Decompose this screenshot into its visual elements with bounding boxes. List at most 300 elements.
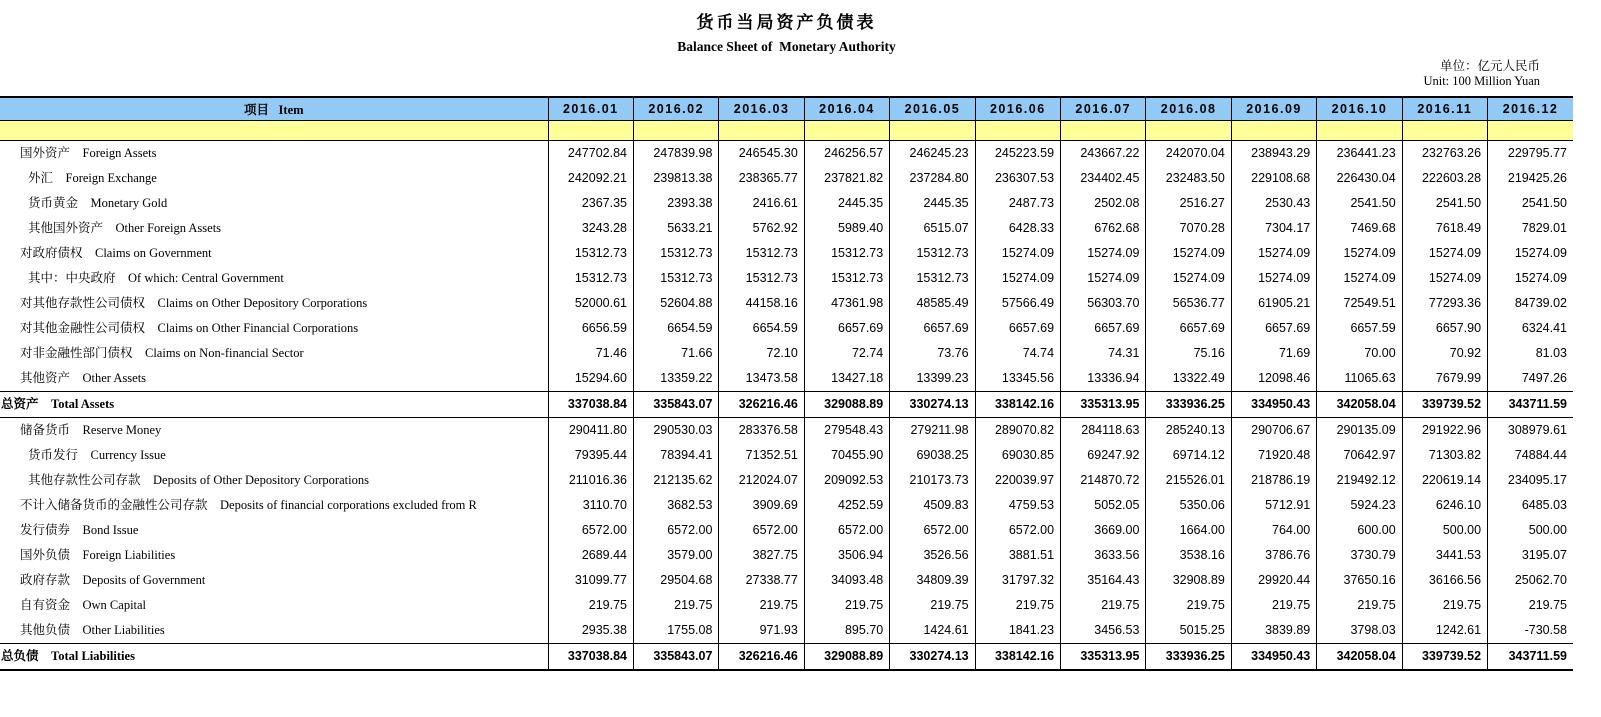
row-label	[0, 140, 548, 166]
value-cell: 44158.16	[719, 291, 804, 316]
value-cell: 81.03	[1488, 341, 1573, 366]
value-cell: 56536.77	[1146, 291, 1231, 316]
value-cell: 70.00	[1317, 341, 1402, 366]
value-cell: 15312.73	[634, 241, 719, 266]
value-cell: 15274.09	[1146, 241, 1231, 266]
row-label-zh: 自有资金	[20, 597, 71, 612]
table-row	[0, 216, 1573, 241]
value-cell: 13345.56	[975, 366, 1060, 392]
table-row	[0, 316, 1573, 341]
value-cell: 4509.83	[890, 493, 975, 518]
value-cell: 330274.13	[890, 391, 975, 417]
table-row	[0, 443, 1573, 468]
value-cell: 15274.09	[1061, 266, 1146, 291]
row-label	[0, 593, 548, 618]
value-cell: 1424.61	[890, 618, 975, 644]
value-cell: 215526.01	[1146, 468, 1231, 493]
value-cell: 6657.69	[1231, 316, 1316, 341]
yellow-band-cell	[1231, 120, 1316, 140]
value-cell: 335843.07	[634, 643, 719, 670]
value-cell: 219.75	[1488, 593, 1573, 618]
value-cell: 6324.41	[1488, 316, 1573, 341]
value-cell: 15274.09	[1402, 241, 1487, 266]
value-cell: 6654.59	[719, 316, 804, 341]
table-row	[0, 543, 1573, 568]
value-cell: 2502.08	[1061, 191, 1146, 216]
column-header: 2016.03	[719, 97, 804, 120]
value-cell: 326216.46	[719, 391, 804, 417]
value-cell: 3633.56	[1061, 543, 1146, 568]
value-cell: 6657.69	[975, 316, 1060, 341]
table-row	[0, 468, 1573, 493]
row-label-zh: 不计入储备货币的金融性公司存款	[20, 497, 208, 512]
yellow-band-cell	[548, 120, 633, 140]
table-row	[0, 341, 1573, 366]
value-cell: 219.75	[890, 593, 975, 618]
column-header: 2016.07	[1061, 97, 1146, 120]
column-header: 2016.12	[1488, 97, 1573, 120]
value-cell: 70.92	[1402, 341, 1487, 366]
value-cell: 290135.09	[1317, 417, 1402, 443]
row-label-en: Bond Issue	[82, 522, 139, 537]
value-cell: 212024.07	[719, 468, 804, 493]
value-cell: 338142.16	[975, 643, 1060, 670]
value-cell: 7070.28	[1146, 216, 1231, 241]
row-label-en: Claims on Government	[95, 245, 212, 260]
value-cell: 6246.10	[1402, 493, 1487, 518]
value-cell: 3243.28	[548, 216, 633, 241]
row-label-en: Monetary Gold	[90, 195, 168, 210]
value-cell: 3526.56	[890, 543, 975, 568]
value-cell: 7469.68	[1317, 216, 1402, 241]
row-label-en: Own Capital	[82, 597, 147, 612]
row-label-zh: 发行债券	[20, 522, 71, 537]
value-cell: 284118.63	[1061, 417, 1146, 443]
value-cell: 342058.04	[1317, 391, 1402, 417]
value-cell: 15274.09	[1061, 241, 1146, 266]
value-cell: 237821.82	[804, 166, 889, 191]
value-cell: 285240.13	[1146, 417, 1231, 443]
value-cell: 71.66	[634, 341, 719, 366]
yellow-band-cell	[1317, 120, 1402, 140]
value-cell: 290706.67	[1231, 417, 1316, 443]
yellow-band-cell	[975, 120, 1060, 140]
value-cell: 15274.09	[975, 241, 1060, 266]
column-header: 2016.10	[1317, 97, 1402, 120]
value-cell: 238365.77	[719, 166, 804, 191]
value-cell: 337038.84	[548, 643, 633, 670]
value-cell: 32908.89	[1146, 568, 1231, 593]
row-label-en: Foreign Assets	[82, 145, 157, 160]
value-cell: 71.69	[1231, 341, 1316, 366]
value-cell: 56303.70	[1061, 291, 1146, 316]
value-cell: 3579.00	[634, 543, 719, 568]
value-cell: 232483.50	[1146, 166, 1231, 191]
value-cell: 15312.73	[548, 266, 633, 291]
value-cell: 48585.49	[890, 291, 975, 316]
value-cell: 72.10	[719, 341, 804, 366]
value-cell: 5350.06	[1146, 493, 1231, 518]
value-cell: 69714.12	[1146, 443, 1231, 468]
value-cell: 74.31	[1061, 341, 1146, 366]
value-cell: 7618.49	[1402, 216, 1487, 241]
value-cell: 2393.38	[634, 191, 719, 216]
value-cell: 52604.88	[634, 291, 719, 316]
value-cell: 6572.00	[975, 518, 1060, 543]
value-cell: 69030.85	[975, 443, 1060, 468]
value-cell: 212135.62	[634, 468, 719, 493]
value-cell: 279548.43	[804, 417, 889, 443]
value-cell: 279211.98	[890, 417, 975, 443]
value-cell: 79395.44	[548, 443, 633, 468]
table-body	[0, 140, 1573, 670]
value-cell: 242070.04	[1146, 140, 1231, 166]
value-cell: 219.75	[804, 593, 889, 618]
row-label	[0, 543, 548, 568]
value-cell: 247702.84	[548, 140, 633, 166]
value-cell: 5989.40	[804, 216, 889, 241]
value-cell: 2367.35	[548, 191, 633, 216]
row-label-zh: 其中：中央政府	[28, 270, 116, 285]
column-header: 2016.02	[634, 97, 719, 120]
value-cell: 3110.70	[548, 493, 633, 518]
value-cell: 334950.43	[1231, 643, 1316, 670]
row-label-zh: 外汇	[28, 170, 54, 185]
value-cell: 6657.69	[890, 316, 975, 341]
row-label	[0, 391, 548, 417]
row-label-en: Total Liabilities	[51, 648, 135, 663]
row-label	[0, 443, 548, 468]
value-cell: 3730.79	[1317, 543, 1402, 568]
value-cell: 342058.04	[1317, 643, 1402, 670]
value-cell: 70642.97	[1317, 443, 1402, 468]
value-cell: 6656.59	[548, 316, 633, 341]
value-cell: 13359.22	[634, 366, 719, 392]
table-row	[0, 291, 1573, 316]
value-cell: 5015.25	[1146, 618, 1231, 644]
value-cell: 245223.59	[975, 140, 1060, 166]
row-label-zh: 对其他金融性公司债权	[20, 320, 146, 335]
value-cell: 1664.00	[1146, 518, 1231, 543]
table-row	[0, 593, 1573, 618]
value-cell: 12098.46	[1231, 366, 1316, 392]
value-cell: 13473.58	[719, 366, 804, 392]
value-cell: 15274.09	[1402, 266, 1487, 291]
value-cell: 2689.44	[548, 543, 633, 568]
row-label-zh: 货币黄金	[28, 195, 79, 210]
yellow-band-cell	[1146, 120, 1231, 140]
row-label-zh: 其他国外资产	[28, 220, 104, 235]
value-cell: 2530.43	[1231, 191, 1316, 216]
value-cell: 71.46	[548, 341, 633, 366]
row-label-zh: 其他资产	[20, 370, 71, 385]
value-cell: 15274.09	[1146, 266, 1231, 291]
value-cell: 6572.00	[548, 518, 633, 543]
row-label-zh: 对政府债权	[20, 245, 83, 260]
value-cell: 3195.07	[1488, 543, 1573, 568]
value-cell: 222603.28	[1402, 166, 1487, 191]
value-cell: 1242.61	[1402, 618, 1487, 644]
table-row	[0, 643, 1573, 670]
value-cell: 5052.05	[1061, 493, 1146, 518]
row-label-zh: 政府存款	[20, 572, 71, 587]
value-cell: 2445.35	[890, 191, 975, 216]
row-label-zh: 对非金融性部门债权	[20, 345, 133, 360]
value-cell: 3456.53	[1061, 618, 1146, 644]
value-cell: 283376.58	[719, 417, 804, 443]
value-cell: 5762.92	[719, 216, 804, 241]
value-cell: 3839.89	[1231, 618, 1316, 644]
table-row	[0, 518, 1573, 543]
row-label-zh: 国外负债	[20, 547, 71, 562]
value-cell: 247839.98	[634, 140, 719, 166]
value-cell: 229108.68	[1231, 166, 1316, 191]
value-cell: 78394.41	[634, 443, 719, 468]
value-cell: 6657.69	[1061, 316, 1146, 341]
value-cell: 246256.57	[804, 140, 889, 166]
value-cell: 6657.69	[804, 316, 889, 341]
value-cell: 15274.09	[1231, 266, 1316, 291]
value-cell: 15274.09	[1488, 266, 1573, 291]
value-cell: 329088.89	[804, 391, 889, 417]
value-cell: 219.75	[1402, 593, 1487, 618]
value-cell: 500.00	[1402, 518, 1487, 543]
value-cell: 1841.23	[975, 618, 1060, 644]
value-cell: 35164.43	[1061, 568, 1146, 593]
yellow-band-cell	[1402, 120, 1487, 140]
value-cell: 219.75	[719, 593, 804, 618]
column-header: 2016.06	[975, 97, 1060, 120]
value-cell: 219425.26	[1488, 166, 1573, 191]
value-cell: 6657.90	[1402, 316, 1487, 341]
yellow-band-cell	[0, 120, 548, 140]
value-cell: 3682.53	[634, 493, 719, 518]
row-label-en: Other Assets	[82, 370, 147, 385]
row-label-en: Other Liabilities	[82, 622, 165, 637]
value-cell: 219.75	[1146, 593, 1231, 618]
row-label	[0, 341, 548, 366]
row-label	[0, 643, 548, 670]
value-cell: 308979.61	[1488, 417, 1573, 443]
item-header-zh: 项目	[244, 102, 270, 117]
value-cell: 7679.99	[1402, 366, 1487, 392]
value-cell: 220619.14	[1402, 468, 1487, 493]
row-label-en: Claims on Other Financial Corporations	[157, 320, 359, 335]
value-cell: 220039.97	[975, 468, 1060, 493]
table-header-row	[0, 97, 1573, 120]
value-cell: 2541.50	[1402, 191, 1487, 216]
value-cell: 337038.84	[548, 391, 633, 417]
value-cell: 219.75	[1231, 593, 1316, 618]
value-cell: 34809.39	[890, 568, 975, 593]
table-row	[0, 266, 1573, 291]
value-cell: 239813.38	[634, 166, 719, 191]
value-cell: 57566.49	[975, 291, 1060, 316]
value-cell: 72549.51	[1317, 291, 1402, 316]
column-header: 2016.09	[1231, 97, 1316, 120]
value-cell: 895.70	[804, 618, 889, 644]
row-label	[0, 316, 548, 341]
value-cell: 15274.09	[1231, 241, 1316, 266]
value-cell: 232763.26	[1402, 140, 1487, 166]
value-cell: 326216.46	[719, 643, 804, 670]
value-cell: 500.00	[1488, 518, 1573, 543]
value-cell: 15312.73	[890, 241, 975, 266]
value-cell: 246245.23	[890, 140, 975, 166]
value-cell: 52000.61	[548, 291, 633, 316]
value-cell: 34093.48	[804, 568, 889, 593]
value-cell: 214870.72	[1061, 468, 1146, 493]
value-cell: 37650.16	[1317, 568, 1402, 593]
row-label-en: Deposits of Other Depository Corporations	[153, 472, 369, 487]
value-cell: 600.00	[1317, 518, 1402, 543]
row-label-en: Currency Issue	[90, 447, 166, 462]
row-label	[0, 366, 548, 392]
row-label-en: Deposits of Government	[82, 572, 206, 587]
row-label-en: Claims on Other Depository Corporations	[157, 295, 368, 310]
value-cell: 219.75	[975, 593, 1060, 618]
balance-sheet-table	[0, 96, 1573, 671]
row-label-zh: 其他负债	[20, 622, 71, 637]
value-cell: 71920.48	[1231, 443, 1316, 468]
value-cell: 338142.16	[975, 391, 1060, 417]
row-label	[0, 191, 548, 216]
value-cell: 11065.63	[1317, 366, 1402, 392]
value-cell: 3909.69	[719, 493, 804, 518]
value-cell: 209092.53	[804, 468, 889, 493]
value-cell: 15312.73	[890, 266, 975, 291]
yellow-band-cell	[719, 120, 804, 140]
yellow-band-cell	[634, 120, 719, 140]
value-cell: 243667.22	[1061, 140, 1146, 166]
value-cell: 15274.09	[1317, 266, 1402, 291]
value-cell: 236441.23	[1317, 140, 1402, 166]
value-cell: 236307.53	[975, 166, 1060, 191]
value-cell: 15312.73	[634, 266, 719, 291]
value-cell: 6762.68	[1061, 216, 1146, 241]
value-cell: 6657.69	[1146, 316, 1231, 341]
column-header: 2016.08	[1146, 97, 1231, 120]
value-cell: 15312.73	[719, 266, 804, 291]
value-cell: 15312.73	[719, 241, 804, 266]
value-cell: 75.16	[1146, 341, 1231, 366]
row-label	[0, 216, 548, 241]
unit-label-zh: 单位：亿元人民币	[1439, 59, 1540, 73]
value-cell: 335843.07	[634, 391, 719, 417]
value-cell: 6654.59	[634, 316, 719, 341]
value-cell: 290530.03	[634, 417, 719, 443]
value-cell: 210173.73	[890, 468, 975, 493]
value-cell: 2541.50	[1317, 191, 1402, 216]
value-cell: 3827.75	[719, 543, 804, 568]
value-cell: 2516.27	[1146, 191, 1231, 216]
value-cell: 5924.23	[1317, 493, 1402, 518]
value-cell: 2445.35	[804, 191, 889, 216]
item-column-header	[0, 97, 548, 120]
value-cell: 333936.25	[1146, 643, 1231, 670]
value-cell: 234402.45	[1061, 166, 1146, 191]
row-label	[0, 241, 548, 266]
value-cell: 289070.82	[975, 417, 1060, 443]
row-label-en: Deposits of financial corporations excluded from R	[220, 497, 477, 512]
value-cell: 229795.77	[1488, 140, 1573, 166]
table-row	[0, 493, 1573, 518]
row-label-zh: 储备货币	[20, 422, 71, 437]
value-cell: 13399.23	[890, 366, 975, 392]
value-cell: 6657.59	[1317, 316, 1402, 341]
row-label-en: Of which: Central Government	[128, 270, 284, 285]
value-cell: 3506.94	[804, 543, 889, 568]
value-cell: 6515.07	[890, 216, 975, 241]
value-cell: 3538.16	[1146, 543, 1231, 568]
column-header: 2016.04	[804, 97, 889, 120]
value-cell: 71352.51	[719, 443, 804, 468]
value-cell: 47361.98	[804, 291, 889, 316]
value-cell: 343711.59	[1488, 391, 1573, 417]
value-cell: 219.75	[634, 593, 719, 618]
value-cell: 31099.77	[548, 568, 633, 593]
value-cell: 15312.73	[548, 241, 633, 266]
value-cell: 25062.70	[1488, 568, 1573, 593]
yellow-band-cell	[1061, 120, 1146, 140]
value-cell: 73.76	[890, 341, 975, 366]
value-cell: 334950.43	[1231, 391, 1316, 417]
value-cell: 335313.95	[1061, 643, 1146, 670]
column-header: 2016.05	[890, 97, 975, 120]
value-cell: 6572.00	[804, 518, 889, 543]
value-cell: 291922.96	[1402, 417, 1487, 443]
value-cell: 13427.18	[804, 366, 889, 392]
value-cell: 74884.44	[1488, 443, 1573, 468]
value-cell: 15274.09	[1317, 241, 1402, 266]
row-label	[0, 618, 548, 644]
row-label-zh: 国外资产	[20, 145, 71, 160]
value-cell: 3881.51	[975, 543, 1060, 568]
value-cell: -730.58	[1488, 618, 1573, 644]
row-label-zh: 其他存款性公司存款	[28, 472, 141, 487]
value-cell: 764.00	[1231, 518, 1316, 543]
value-cell: 3786.76	[1231, 543, 1316, 568]
value-cell: 61905.21	[1231, 291, 1316, 316]
value-cell: 234095.17	[1488, 468, 1573, 493]
value-cell: 5712.91	[1231, 493, 1316, 518]
table-row	[0, 140, 1573, 166]
value-cell: 242092.21	[548, 166, 633, 191]
value-cell: 15274.09	[1488, 241, 1573, 266]
value-cell: 290411.80	[548, 417, 633, 443]
value-cell: 31797.32	[975, 568, 1060, 593]
row-label-zh: 总负债	[1, 648, 39, 663]
page-title: 货币当局资产负债表	[696, 13, 877, 32]
value-cell: 6572.00	[634, 518, 719, 543]
value-cell: 219.75	[548, 593, 633, 618]
value-cell: 237284.80	[890, 166, 975, 191]
value-cell: 339739.52	[1402, 391, 1487, 417]
value-cell: 6572.00	[890, 518, 975, 543]
table-row	[0, 241, 1573, 266]
row-label	[0, 266, 548, 291]
column-header: 2016.11	[1402, 97, 1487, 120]
row-label	[0, 493, 548, 518]
value-cell: 13336.94	[1061, 366, 1146, 392]
value-cell: 15312.73	[804, 266, 889, 291]
row-label-en: Claims on Non-financial Sector	[145, 345, 304, 360]
value-cell: 7304.17	[1231, 216, 1316, 241]
table-row	[0, 391, 1573, 417]
value-cell: 2541.50	[1488, 191, 1573, 216]
unit-label-en: Unit: 100 Million Yuan	[1423, 74, 1540, 88]
value-cell: 84739.02	[1488, 291, 1573, 316]
